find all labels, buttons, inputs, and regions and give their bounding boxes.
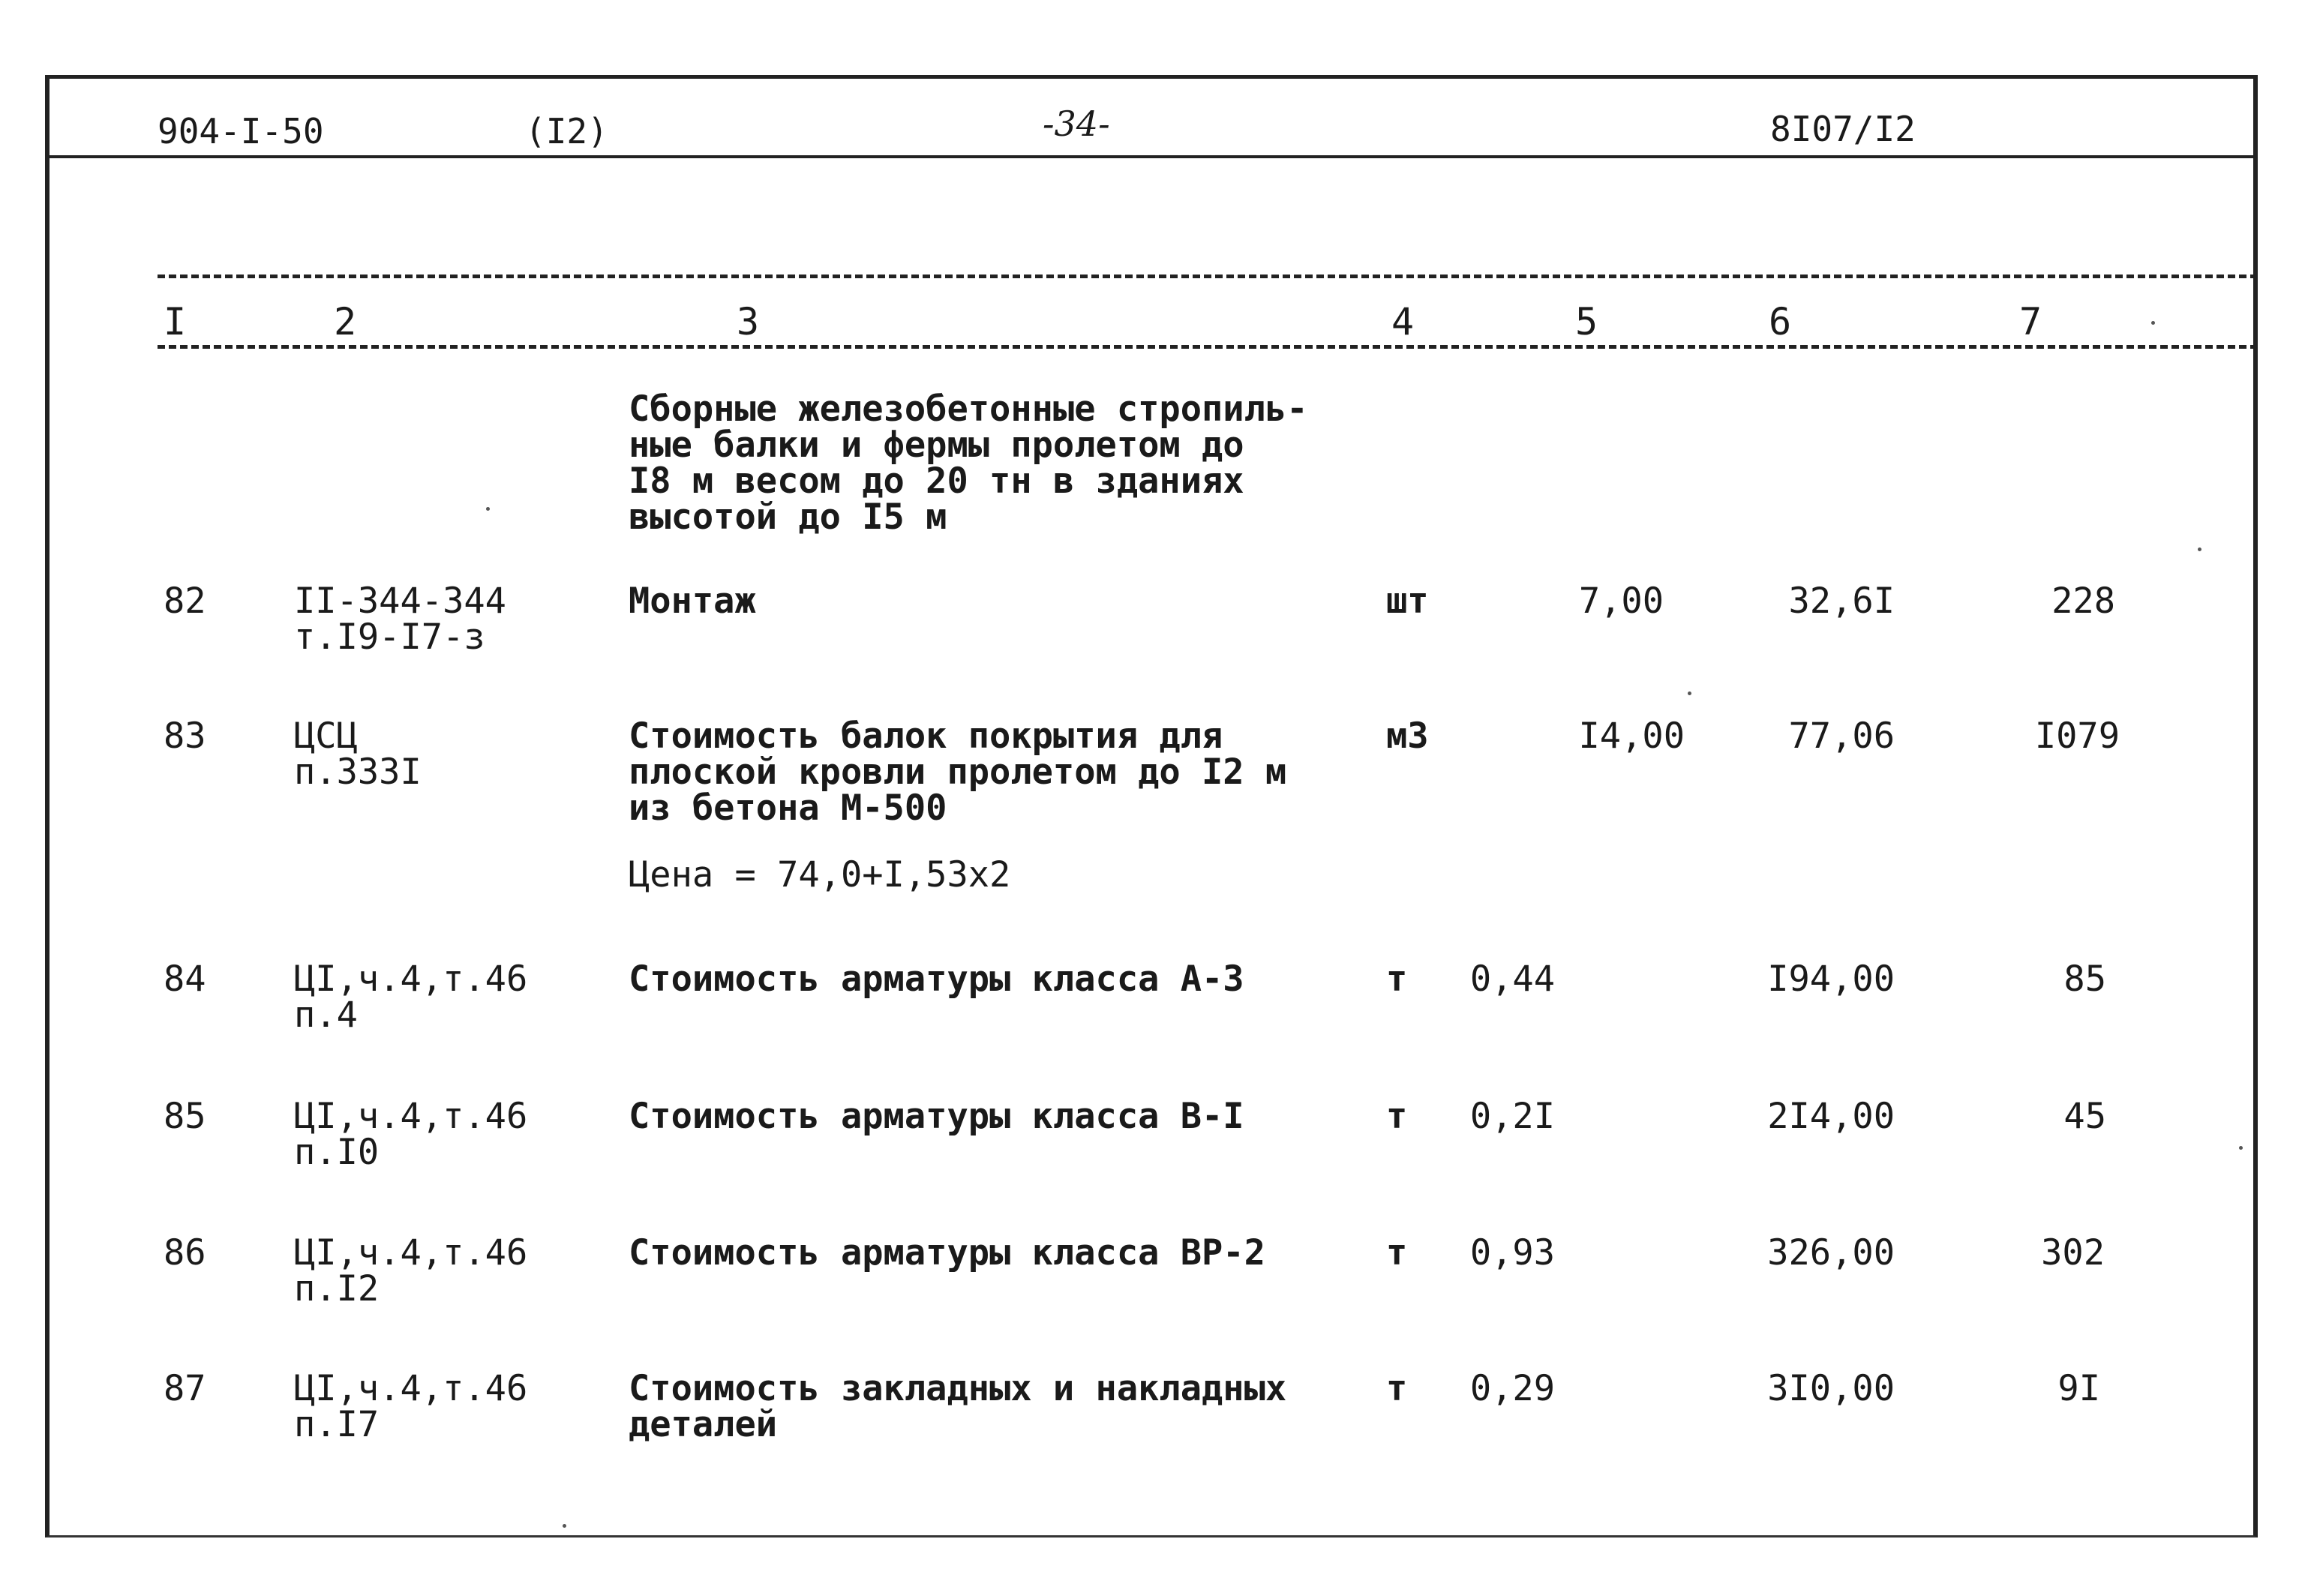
row-price: 77,06 [1788,716,1895,757]
col-number-5: 5 [1575,300,1598,344]
row-unit: м3 [1386,716,1429,757]
section-title: Сборные железобетонные стропиль- ные балки и фермы пролетом до I8 м весом до 20 тн в зданиях высотой до I5 м [629,388,1308,538]
row-name: Стоимость арматуры класса ВР-2 [629,1232,1265,1274]
row-number: 86 [164,1232,206,1274]
row-unit: т [1386,958,1408,1000]
row-name: Стоимость закладных и накладных деталей [629,1368,1287,1445]
row-unit: т [1386,1096,1408,1137]
row-code: ЦI,ч.4,т.46 п.I7 [294,1368,528,1445]
row-number: 82 [164,580,206,622]
row-code: ЦСЦ п.333I [294,716,422,793]
row-code: II-344-344 т.I9-I7-з [294,580,506,658]
page-number: -34- [1043,104,1110,144]
section-number: (I2) [525,111,608,152]
col-number-4: 4 [1391,300,1415,344]
row-unit: т [1386,1368,1408,1409]
row-quantity: 0,93 [1469,1232,1555,1274]
row-total: 85 [2063,958,2106,1000]
row-price: 32,6I [1788,580,1895,622]
scan-speck [486,507,490,511]
col-number-1: I [164,300,187,344]
row-quantity: 0,29 [1469,1368,1555,1409]
scan-speck [1688,692,1691,695]
row-quantity: I4,00 [1578,716,1685,757]
col-number-3: 3 [737,300,760,344]
row-total: 302 [2041,1232,2105,1274]
row-name: Стоимость арматуры класса А-3 [629,958,1244,1000]
row-code: ЦI,ч.4,т.46 п.I0 [294,1096,528,1173]
row-quantity: 0,2I [1469,1096,1555,1137]
col-number-7: 7 [2019,300,2042,344]
header-divider [45,155,2258,158]
scan-speck [2198,548,2201,551]
dashed-rule-top [158,274,2258,278]
row-total: 9I [2057,1368,2100,1409]
row-name: Стоимость арматуры класса В-I [629,1096,1244,1137]
row-price: 3I0,00 [1767,1368,1895,1409]
row-total: 45 [2063,1096,2106,1137]
row-unit: т [1386,1232,1408,1274]
row-price: 2I4,00 [1767,1096,1895,1137]
row-price: I94,00 [1767,958,1895,1000]
row-number: 85 [164,1096,206,1137]
row-total: I079 [2034,716,2120,757]
row-total: 228 [2051,580,2115,622]
row-number: 83 [164,716,206,757]
row-name: Стоимость балок покрытия для плоской кровли пролетом до I2 м из бетона М-500 [629,716,1287,829]
row-name: Монтаж [629,580,756,622]
scan-speck [2151,321,2155,325]
row-number: 84 [164,958,206,1000]
col-number-6: 6 [1769,300,1792,344]
row-price-note: Цена = 74,0+I,53x2 [629,854,1011,896]
row-quantity: 7,00 [1578,580,1664,622]
row-quantity: 0,44 [1469,958,1555,1000]
scan-speck [2239,1146,2243,1150]
row-unit: шт [1386,580,1429,622]
row-price: 326,00 [1767,1232,1895,1274]
sheet-number: 8I07/I2 [1770,109,1916,149]
col-number-2: 2 [334,300,357,344]
row-code: ЦI,ч.4,т.46 п.I2 [294,1232,528,1310]
row-code: ЦI,ч.4,т.46 п.4 [294,958,528,1036]
row-number: 87 [164,1368,206,1409]
dashed-rule-bottom [158,345,2258,349]
doc-code: 904-I-50 [158,111,324,152]
scan-speck [563,1524,566,1528]
